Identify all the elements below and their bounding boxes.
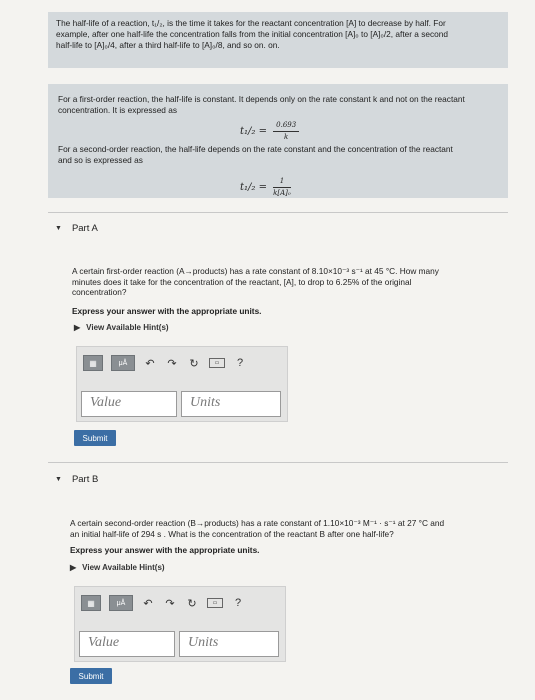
units-button[interactable]: μÅ xyxy=(111,355,135,371)
help-icon[interactable]: ? xyxy=(234,597,242,609)
keyboard-icon[interactable]: ▭ xyxy=(207,598,223,608)
intro-box xyxy=(48,12,508,68)
part-b-q-line-2: an initial half-life of 294 s . What is the concentration of the reactant B after one half-life? xyxy=(70,528,394,539)
second-order-text-1: For a second-order reaction, the half-life depends on the rate constant and the concentration of the reactant xyxy=(58,144,453,154)
collapse-triangle-icon[interactable]: ▼ xyxy=(55,225,62,232)
first-order-equation xyxy=(240,120,299,143)
eq2-lhs: t₁/₂ = xyxy=(240,182,267,193)
eq1-fraction xyxy=(273,120,299,143)
caret-right-icon: ▶ xyxy=(70,563,77,572)
redo-icon[interactable]: ↷ xyxy=(167,357,177,370)
template-icon[interactable]: ▦ xyxy=(81,595,101,611)
part-a-question xyxy=(72,266,492,298)
part-a-hints-label: View Available Hint(s) xyxy=(86,323,169,332)
eq2-numerator: 1 xyxy=(273,176,291,188)
part-b-title: Part B xyxy=(71,474,99,485)
part-a-value-field[interactable]: Value xyxy=(81,391,177,417)
intro-line-3: half-life to [A]₀/4, after a third half-life to [A]₀/8, and so on. on. xyxy=(56,40,280,50)
eq1-denominator: k xyxy=(284,133,289,141)
half-life-info-box xyxy=(48,84,508,198)
eq2-fraction xyxy=(273,176,291,199)
redo-icon[interactable]: ↷ xyxy=(165,597,175,610)
first-order-text-2: concentration. It is expressed as xyxy=(58,105,177,115)
part-b-toolbar xyxy=(81,595,245,611)
part-a-q-line-1: A certain first-order reaction (A→products) has a rate constant of 8.10×10⁻³ s⁻¹ at 45 °C. How many xyxy=(72,266,439,276)
part-a-title: Part A xyxy=(71,223,98,234)
help-icon[interactable]: ? xyxy=(236,357,244,369)
units-button[interactable]: μÅ xyxy=(109,595,133,611)
part-b-question xyxy=(70,518,490,539)
part-b-submit-button[interactable]: Submit xyxy=(70,668,112,684)
part-a-submit-button[interactable]: Submit xyxy=(74,430,116,446)
intro-line-2: example, after one half-life the concentration falls from the initial concentration [A]₀ to [A]₀/2, after a second xyxy=(56,29,448,39)
reset-icon[interactable]: ↻ xyxy=(187,597,197,610)
part-a-header[interactable] xyxy=(55,223,98,234)
part-b-hints-link[interactable] xyxy=(70,563,165,572)
part-b-instruction: Express your answer with the appropriate units. xyxy=(70,545,260,555)
reset-icon[interactable]: ↻ xyxy=(189,357,199,370)
second-order-equation xyxy=(240,176,291,199)
part-a-answer-box xyxy=(76,346,288,422)
part-b-q-line-1: A certain second-order reaction (B→products) has a rate constant of 1.10×10⁻³ M⁻¹ · s⁻¹ at 27 °C and xyxy=(70,518,445,528)
part-b-answer-box xyxy=(74,586,286,662)
divider xyxy=(48,212,508,213)
divider xyxy=(48,462,508,463)
caret-right-icon: ▶ xyxy=(74,323,81,332)
part-b-value-field[interactable]: Value xyxy=(79,631,175,657)
eq1-numerator: 0.693 xyxy=(273,120,299,132)
eq2-denominator: k[A]₀ xyxy=(273,189,291,197)
undo-icon[interactable]: ↶ xyxy=(143,597,153,610)
first-order-text-1: For a first-order reaction, the half-life is constant. It depends only on the rate constant k and not on the reactant xyxy=(58,94,465,104)
part-a-instruction: Express your answer with the appropriate units. xyxy=(72,306,262,316)
eq1-lhs: t₁/₂ = xyxy=(240,126,267,137)
part-a-units-field[interactable]: Units xyxy=(181,391,281,417)
second-order-text-2: and so is expressed as xyxy=(58,155,143,165)
part-b-units-field[interactable]: Units xyxy=(179,631,279,657)
part-a-q-line-2: minutes does it take for the concentration of the reactant, [A], to drop to 6.25% of the original xyxy=(72,276,412,287)
part-a-toolbar xyxy=(83,355,247,371)
keyboard-icon[interactable]: ▭ xyxy=(209,358,225,368)
intro-line-1: The half-life of a reaction, t₁/₂, is the time it takes for the reactant concentration [A] to decrease by half. For xyxy=(56,18,446,28)
part-a-hints-link[interactable] xyxy=(74,323,169,332)
collapse-triangle-icon[interactable]: ▼ xyxy=(55,476,62,483)
undo-icon[interactable]: ↶ xyxy=(145,357,155,370)
part-b-header[interactable] xyxy=(55,474,98,485)
part-a-q-line-3: concentration? xyxy=(72,287,127,297)
template-icon[interactable]: ▦ xyxy=(83,355,103,371)
part-b-hints-label: View Available Hint(s) xyxy=(82,563,165,572)
second-order-text xyxy=(58,144,498,166)
